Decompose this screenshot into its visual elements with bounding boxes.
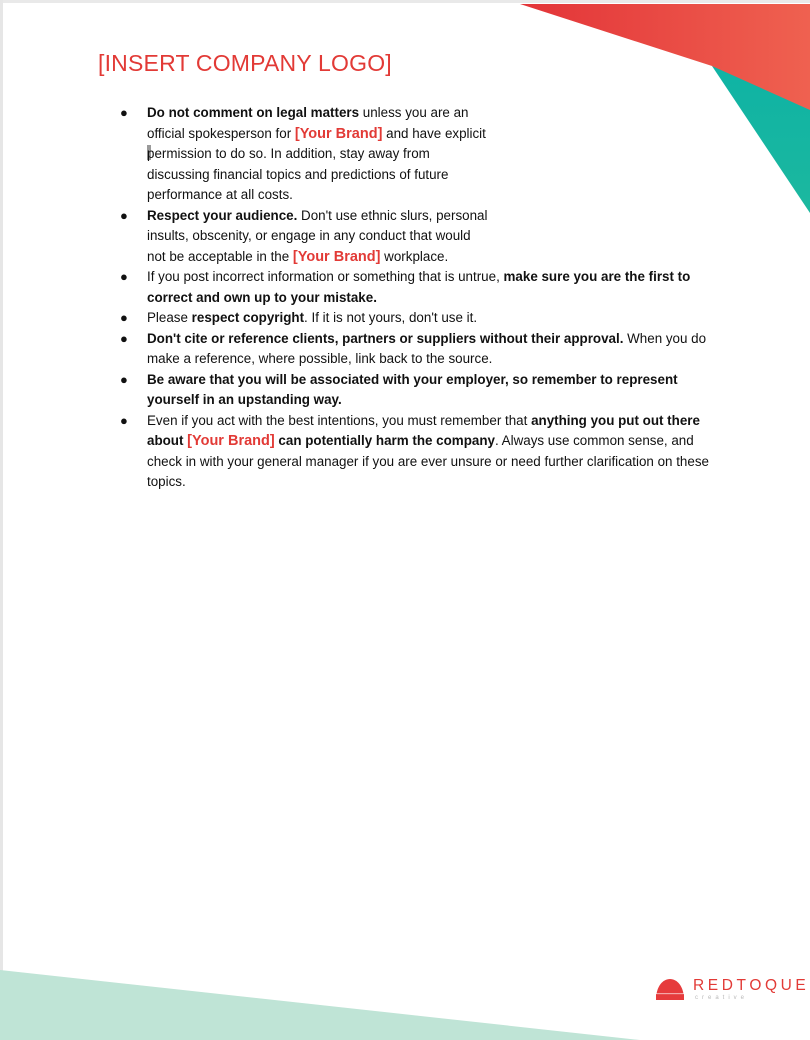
item-text: and have explicit: [382, 125, 486, 141]
item-bold-text: make sure you are the first to correct and own up to your mistake.: [147, 269, 691, 305]
item-bold-text: can potentially harm the company: [274, 433, 495, 448]
bullet-icon: ●: [120, 207, 128, 223]
item-text: workplace.: [380, 248, 449, 264]
item-text: Don't use ethnic slurs, personal: [297, 207, 488, 223]
brand-placeholder: [Your Brand]: [292, 248, 381, 265]
mint-footer-shape: [0, 970, 640, 1040]
bullet-icon: ●: [120, 330, 128, 346]
list-item: [120, 370, 720, 411]
redtoque-hat-icon: [654, 976, 686, 1002]
item-text: official spokesperson for: [147, 125, 295, 141]
list-item: [120, 206, 720, 268]
list-item: [120, 308, 720, 329]
teal-corner-shape: [712, 66, 810, 213]
page-top-edge: [0, 0, 810, 3]
item-text: performance at all costs.: [147, 187, 293, 202]
brand-placeholder: [Your Brand]: [294, 125, 383, 142]
item-bold-text: anything you put out there about: [147, 412, 700, 448]
item-text: permission to do so. In addition, stay away from: [147, 146, 430, 161]
item-text: If you post incorrect information or something that is untrue,: [147, 269, 504, 284]
item-text: Please: [147, 310, 192, 325]
bullet-icon: ●: [120, 269, 128, 284]
footer-brand-sub: creative: [695, 995, 749, 1001]
policy-list: [120, 103, 720, 493]
item-bold-text: Do not comment on legal matters: [147, 105, 360, 120]
item-bold-text: Respect your audience.: [147, 207, 298, 223]
list-item: [120, 411, 720, 493]
bullet-icon: ●: [120, 371, 128, 387]
item-text: . If it is not yours, don't use it.: [304, 310, 478, 325]
item-text: unless you are an: [359, 105, 469, 120]
bullet-icon: ●: [120, 310, 128, 325]
item-bold-text: Be aware that you will be associated with your employer, so remember to represent yourself in an upstanding way.: [147, 371, 678, 407]
page-left-edge: [0, 0, 3, 1040]
item-text: Even if you act with the best intentions, you must remember that: [147, 412, 532, 428]
item-bold-text: respect copyright: [191, 310, 305, 325]
list-item: [120, 329, 720, 370]
footer-brand-name: REDTOQUE: [693, 977, 810, 994]
footer-logo: [654, 974, 810, 1004]
item-text: discussing financial topics and predictions of future: [147, 166, 449, 182]
item-text: not be acceptable in the: [147, 248, 293, 264]
item-text: When you do make a reference, where possible, link back to the source.: [147, 330, 707, 366]
brand-placeholder: [Your Brand]: [187, 433, 275, 449]
list-item: [120, 103, 720, 206]
bullet-icon: ●: [120, 105, 128, 120]
logo-placeholder: [INSERT COMPANY LOGO]: [98, 50, 392, 76]
item-text: insults, obscenity, or engage in any conduct that would: [147, 228, 471, 243]
item-text: . Always use common sense, and check in with your general manager if you are ever unsure or need further clarification on these topics.: [147, 433, 709, 489]
bullet-icon: ●: [120, 412, 128, 428]
red-corner-shape: [520, 4, 810, 110]
item-bold-text: Don't cite or reference clients, partners or suppliers without their approval.: [147, 330, 624, 346]
list-item: [120, 267, 720, 308]
